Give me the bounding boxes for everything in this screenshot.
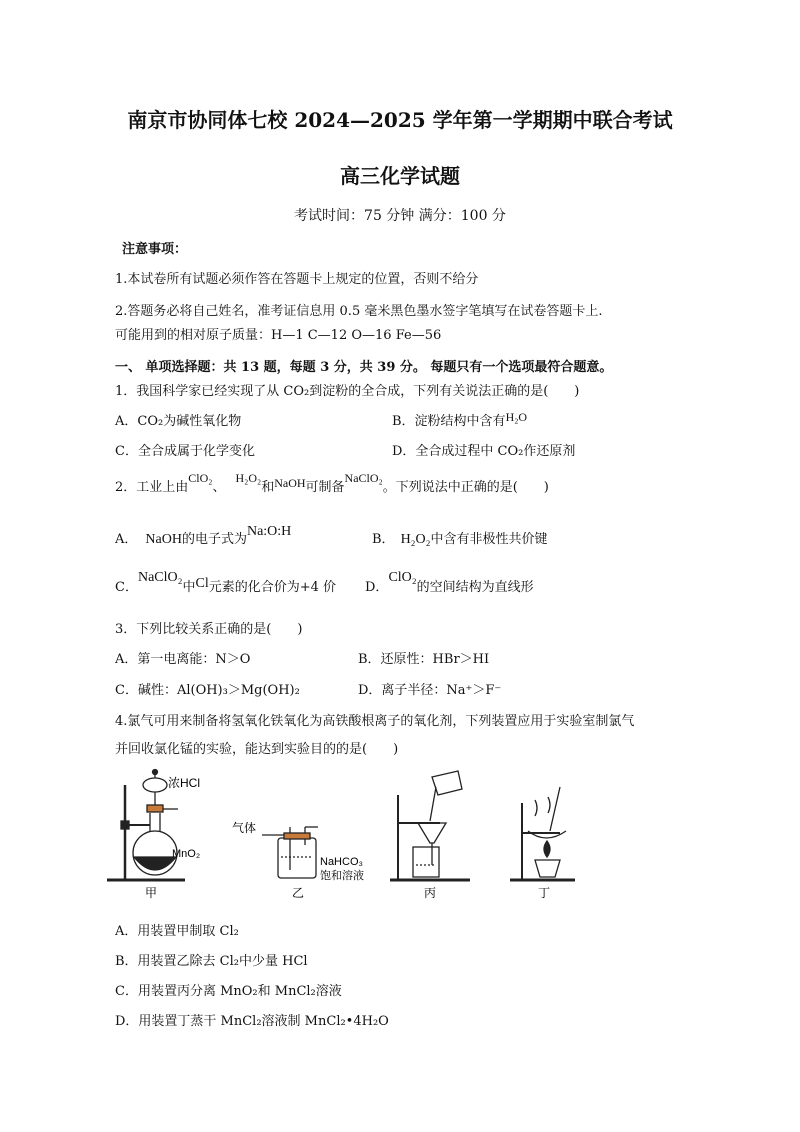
q1-option-a: A．CO₂为碱性氧化物	[115, 414, 242, 429]
apparatus-yi	[262, 827, 318, 878]
q2-option-d-label: D．	[365, 580, 389, 595]
note-item: 1.本试卷所有试题必须作答在答题卡上规定的位置，否则不给分	[115, 272, 479, 287]
q3-option-a: A．第一电离能：N＞O	[115, 652, 251, 667]
formula-naclo2: NaClO₂	[344, 471, 383, 485]
exam-title: 南京市协同体七校 2024—2025 学年第一学期期中联合考试	[127, 108, 673, 132]
q2-option-a-label: A．	[115, 532, 138, 547]
label-nahco3: NaHCO₃	[320, 856, 363, 868]
q2-stem	[115, 471, 549, 495]
q4-stem-line1: 4.氯气可用来制备将氢氧化铁氧化为高铁酸根离子的氧化剂，下列装置应用于实验室制氯气	[115, 714, 635, 729]
label-bing: 丙	[424, 886, 437, 900]
q3-stem: 3．下列比较关系正确的是( )	[115, 622, 303, 637]
note-item: 2.答题务必将自己姓名，准考证信息用 0.5 毫米黑色墨水签字笔填写在试卷答题卡上.	[115, 304, 603, 319]
element-cl: Cl	[195, 576, 209, 591]
apparatus-figure	[0, 765, 800, 905]
label-mno2: MnO₂	[172, 848, 201, 860]
formula-clo2: ClO₂	[188, 471, 213, 485]
exam-subtitle: 高三化学试题	[340, 164, 460, 188]
label-jia: 甲	[145, 886, 158, 900]
formula-naclo2: NaClO₂	[137, 570, 183, 585]
q1-option-b-formula: H₂O	[505, 410, 528, 424]
q2-stem-text: 、	[212, 480, 226, 495]
formula-naoh: NaOH	[145, 532, 182, 547]
label-gas: 气体	[232, 821, 257, 835]
q2-option-a	[115, 524, 292, 548]
q2-option-d	[365, 570, 534, 596]
q1-option-b-text: B．淀粉结构中含有	[392, 414, 506, 429]
q4-option-c: C．用装置丙分离 MnO₂和 MnCl₂溶液	[115, 984, 342, 999]
q4-option-a: A．用装置甲制取 Cl₂	[115, 924, 239, 939]
q3-option-c: C．碱性：Al(OH)₃＞Mg(OH)₂	[115, 683, 300, 698]
q1-stem: 1．我国科学家已经实现了从 CO₂到淀粉的全合成，下列有关说法正确的是( )	[115, 384, 580, 399]
q4-stem-line2: 并回收氯化锰的实验，能达到实验目的的是( )	[115, 742, 399, 757]
section-heading: 一、 单项选择题：共 13 题，每题 3 分，共 39 分。 每题只有一个选项最符合题意。	[115, 360, 613, 375]
apparatus-bing	[390, 771, 470, 880]
q2-stem-text: 可制备	[305, 480, 345, 495]
q2-stem-text: 2．工业上由	[115, 480, 189, 495]
q1-option-b	[392, 410, 527, 429]
atomic-masses: 可能用到的相对原子质量：H—1 C—12 O—16 Fe—56	[115, 328, 442, 343]
notes-heading: 注意事项：	[122, 242, 188, 257]
formula-naoh: NaOH	[274, 476, 306, 490]
q2-option-b-text: 中含有非极性共价键	[430, 532, 548, 547]
exam-info: 考试时间：75 分钟 满分：100 分	[294, 208, 506, 224]
formula-h2o2: H₂O₂	[400, 532, 431, 547]
q2-stem-text: 和	[261, 480, 275, 495]
electron-formula: Na:O:H	[246, 524, 292, 539]
q2-option-c-label: C．	[115, 580, 138, 595]
formula-clo2: ClO₂	[388, 570, 417, 585]
q2-option-c	[115, 570, 337, 596]
label-yi: 乙	[292, 886, 305, 900]
label-conc-hcl: 浓HCl	[168, 776, 200, 790]
q1-option-c: C．全合成属于化学变化	[115, 444, 255, 459]
q3-option-b: B．还原性：HBr＞HI	[358, 652, 490, 667]
q2-option-d-text: 的空间结构为直线形	[416, 580, 534, 595]
q3-option-d: D．离子半径：Na⁺＞F⁻	[358, 683, 502, 698]
apparatus-ding	[510, 787, 575, 880]
label-ding: 丁	[538, 886, 551, 900]
q1-option-d: D．全合成过程中 CO₂作还原剂	[392, 444, 576, 459]
q2-option-c-text: 元素的化合价为+4 价	[208, 580, 337, 595]
q4-option-d: D．用装置丁蒸干 MnCl₂溶液制 MnCl₂•4H₂O	[115, 1014, 389, 1029]
q2-option-b	[372, 528, 548, 548]
q2-option-c-text: 中	[182, 580, 196, 595]
q2-stem-text: 。下列说法中正确的是( )	[382, 480, 549, 495]
q2-option-a-text: 的电子式为	[181, 532, 247, 547]
q4-option-b: B．用装置乙除去 Cl₂中少量 HCl	[115, 954, 308, 969]
label-saturated-solution: 饱和溶液	[320, 870, 364, 882]
formula-h2o2: H₂O₂	[235, 471, 262, 485]
q2-option-b-label: B．	[372, 532, 395, 547]
